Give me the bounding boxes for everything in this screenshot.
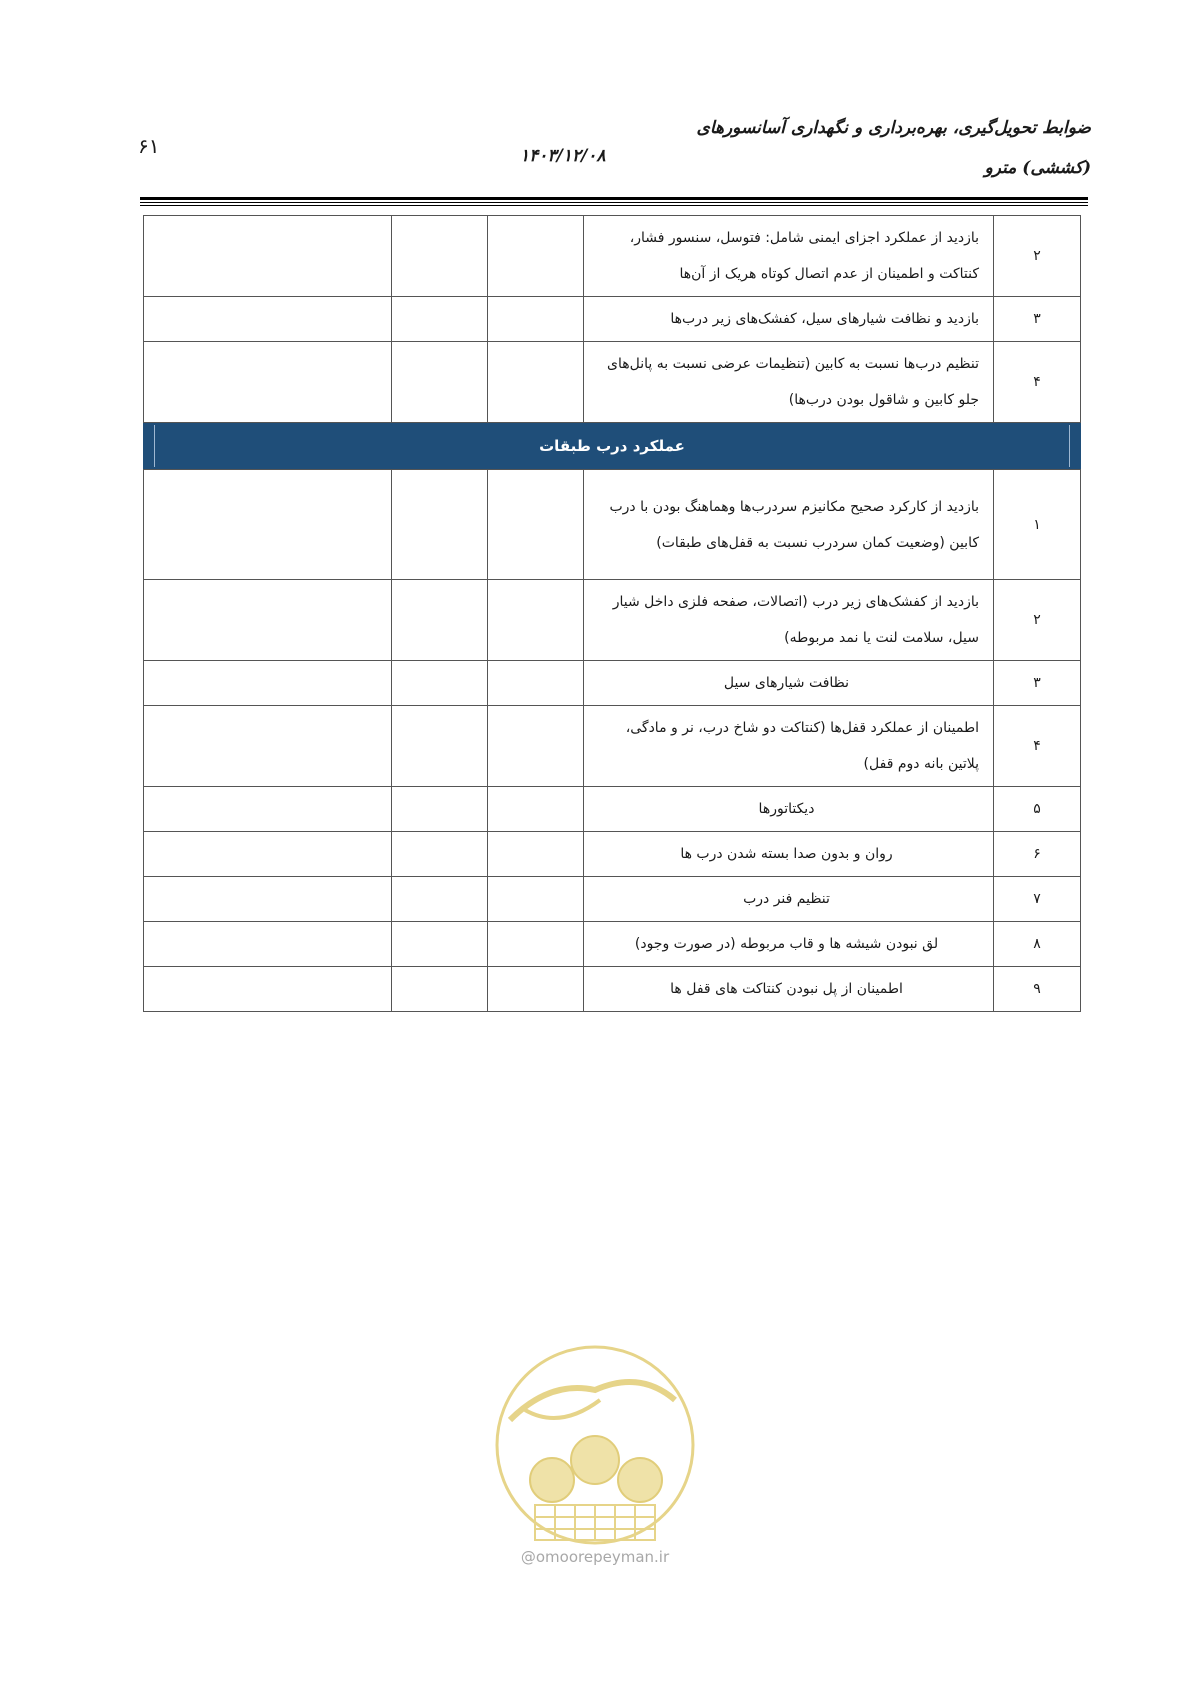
empty-cell [144, 661, 392, 706]
empty-cell [144, 342, 392, 423]
empty-cell [144, 787, 392, 832]
row-description: بازدید از عملکرد اجزای ایمنی شامل: فتوسل، سنسور فشار، کنتاکت و اطمینان از عدم اتصال کوتاه هریک از آن‌ها [584, 216, 994, 297]
empty-cell [392, 580, 488, 661]
empty-cell [392, 922, 488, 967]
empty-cell [488, 967, 584, 1012]
empty-cell [392, 832, 488, 877]
section-header-row [144, 423, 1081, 470]
empty-cell [144, 580, 392, 661]
row-description: لق نبودن شیشه ها و قاب مربوطه (در صورت وجود) [584, 922, 994, 967]
table-row [144, 787, 1081, 832]
row-description: بازدید از کارکرد صحیح مکانیزم سردرب‌ها وهماهنگ بودن با درب کابین (وضعیت کمان سردرب نسبت به قفل‌های طبقات) [584, 470, 994, 580]
empty-cell [392, 706, 488, 787]
row-description: اطمینان از پل نبودن کنتاکت های قفل ها [584, 967, 994, 1012]
empty-cell [488, 470, 584, 580]
empty-cell [488, 342, 584, 423]
empty-cell [144, 922, 392, 967]
empty-cell [392, 877, 488, 922]
table-row [144, 216, 1081, 297]
header-rule-thin-2 [140, 205, 1088, 206]
row-description: اطمینان از عملکرد قفل‌ها (کنتاکت دو شاخ درب، نر و مادگی، پلاتین بانه دوم قفل) [584, 706, 994, 787]
empty-cell [144, 832, 392, 877]
header-rule-thin [140, 202, 1088, 203]
table-row [144, 922, 1081, 967]
row-description: دیکتاتورها [584, 787, 994, 832]
empty-cell [488, 297, 584, 342]
watermark-url: @omoorepeyman.ir [520, 1548, 670, 1566]
row-number: ۲ [994, 580, 1081, 661]
document-title-line2: (کششی) مترو [984, 158, 1091, 178]
table-row [144, 706, 1081, 787]
empty-cell [488, 661, 584, 706]
empty-cell [488, 580, 584, 661]
section-title: عملکرد درب طبقات [154, 425, 1070, 467]
table-row [144, 470, 1081, 580]
empty-cell [488, 216, 584, 297]
empty-cell [144, 470, 392, 580]
table-row [144, 342, 1081, 423]
document-date: ۱۴۰۳/۱۲/۰۸ [520, 146, 606, 166]
row-number: ۵ [994, 787, 1081, 832]
table-row [144, 967, 1081, 1012]
empty-cell [392, 297, 488, 342]
empty-cell [488, 922, 584, 967]
row-number: ۶ [994, 832, 1081, 877]
row-description: بازدید و نظافت شیارهای سیل، کفشک‌های زیر درب‌ها [584, 297, 994, 342]
table-row [144, 580, 1081, 661]
row-description: نظافت شیارهای سیل [584, 661, 994, 706]
empty-cell [392, 787, 488, 832]
watermark-seal-logo [490, 1330, 700, 1580]
empty-cell [392, 470, 488, 580]
row-number: ۹ [994, 967, 1081, 1012]
empty-cell [392, 216, 488, 297]
empty-cell [488, 877, 584, 922]
row-description: تنظیم فنر درب [584, 877, 994, 922]
empty-cell [144, 297, 392, 342]
empty-cell [488, 787, 584, 832]
row-description: روان و بدون صدا بسته شدن درب ها [584, 832, 994, 877]
page-number: ۶۱ [138, 134, 160, 158]
empty-cell [144, 706, 392, 787]
row-number: ۳ [994, 297, 1081, 342]
row-number: ۴ [994, 706, 1081, 787]
row-number: ۳ [994, 661, 1081, 706]
empty-cell [392, 342, 488, 423]
table-row [144, 297, 1081, 342]
row-description: بازدید از کفشک‌های زیر درب (اتصالات، صفحه فلزی داخل شیار سیل، سلامت لنت یا نمد مربوطه) [584, 580, 994, 661]
row-number: ۱ [994, 470, 1081, 580]
row-number: ۸ [994, 922, 1081, 967]
row-number: ۷ [994, 877, 1081, 922]
empty-cell [488, 832, 584, 877]
checklist-table [143, 215, 1081, 1012]
empty-cell [488, 706, 584, 787]
empty-cell [144, 877, 392, 922]
empty-cell [144, 216, 392, 297]
table-row [144, 661, 1081, 706]
empty-cell [144, 967, 392, 1012]
row-number: ۴ [994, 342, 1081, 423]
document-title-line1: ضوابط تحویل‌گیری، بهره‌برداری و نگهداری آسانسورهای [696, 118, 1091, 138]
table-row [144, 877, 1081, 922]
empty-cell [392, 661, 488, 706]
empty-cell [392, 967, 488, 1012]
document-title [531, 108, 1091, 188]
row-description: تنظیم درب‌ها نسبت به کابین (تنظیمات عرضی نسبت به پانل‌های جلو کابین و شاقول بودن درب‌ها) [584, 342, 994, 423]
header-rule-thick [140, 197, 1088, 200]
row-number: ۲ [994, 216, 1081, 297]
table-row [144, 832, 1081, 877]
